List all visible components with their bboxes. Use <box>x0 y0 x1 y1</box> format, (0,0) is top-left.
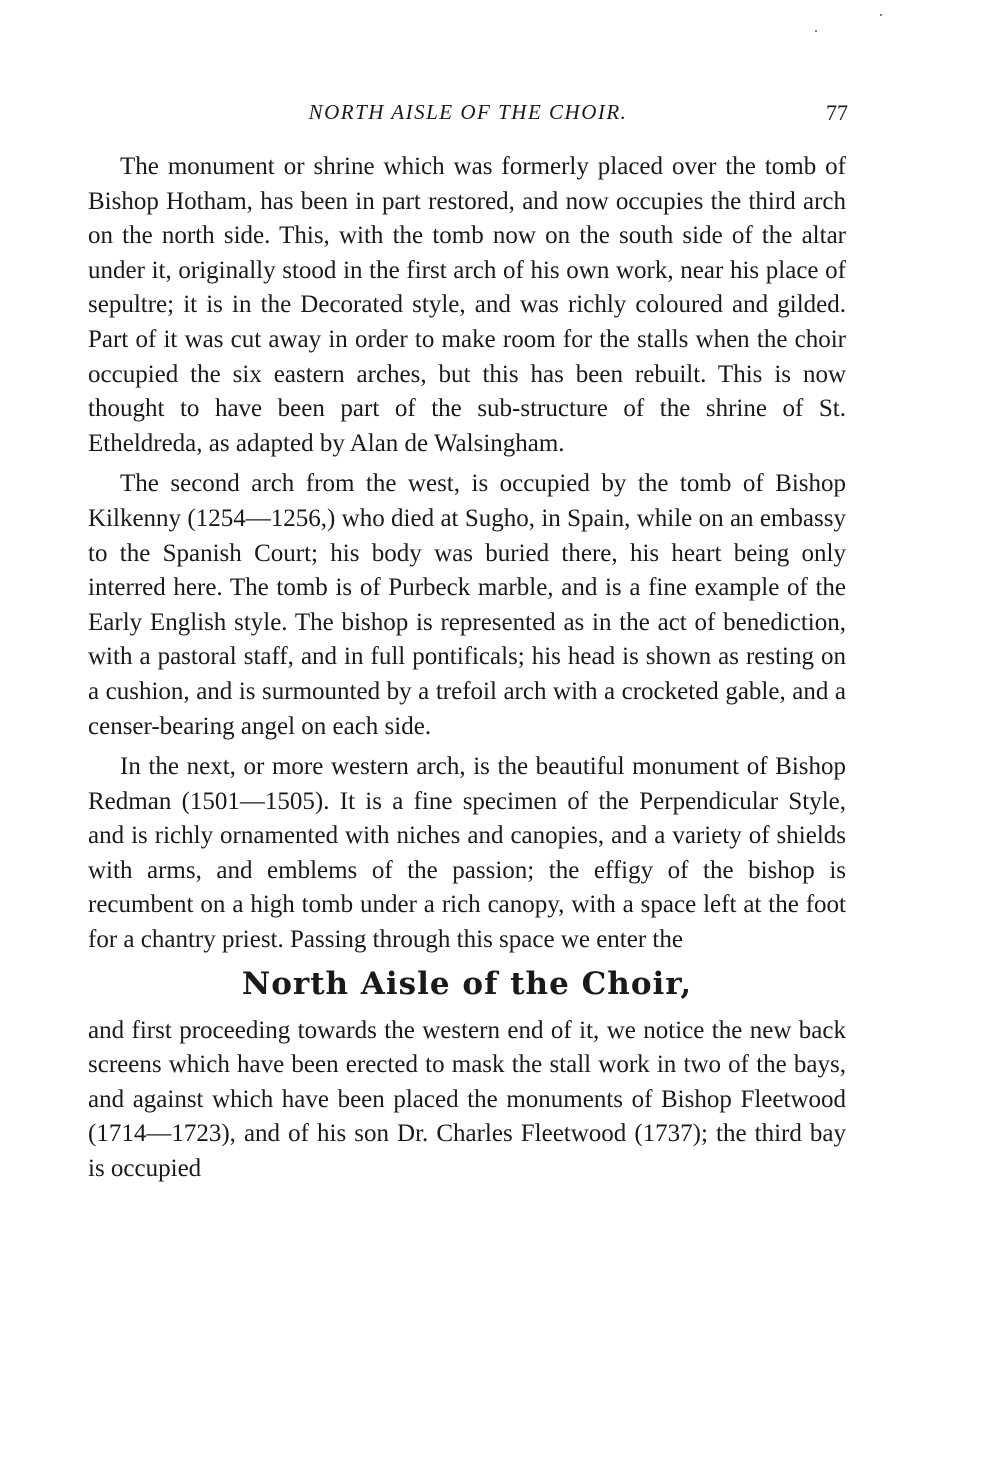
paragraph-redman-monument: In the next, or more western arch, is the beautiful monument of Bishop Redman (1501—1505). It is a fine specimen of the Perpendicular Style, and is richly ornamented with niches and canopies, and a variety of shields with arms, and emblems of the passion; the effigy of the bishop is recumbent on a high tomb under a rich canopy, with a space left at the foot for a chantry priest. Passing through this space we enter the <box>88 753 846 954</box>
section-heading: North Aisle of the Choir, <box>241 965 693 1002</box>
paper-speck <box>880 14 882 16</box>
page-number: 77 <box>826 100 848 125</box>
paragraph-kilkenny-tomb: The second arch from the west, is occupied by the tomb of Bishop Kilkenny (1254—1256,) who died at Sugho, in Spain, while on an embassy to the Spanish Court; his body was buried there, his heart being only interred here. The tomb is of Purbeck marble, and is a fine example of the Early English style. The bishop is represented as in the act of benediction, with a pastoral staff, and in full pontificals; his head is shown as resting on a cushion, and is surmounted by a trefoil arch with a crocketed gable, and a censer-bearing angel on each side. <box>88 470 846 740</box>
paragraph-north-aisle: and first proceeding towards the western end of it, we notice the new back screens which have been erected to mask the stall work in two of the bays, and against which have been placed the monuments of Bishop Fleetwood (1714—1723), and of his son Dr. Charles Fleetwood (1737); the third bay is occupied <box>88 1016 846 1183</box>
paragraph-hotham-shrine: The monument or shrine which was formerly placed over the tomb of Bishop Hotham, has been in part restored, and now occupies the third arch on the north side. This, with the tomb now on the south side of the altar under it, originally stood in the first arch of his own work, near his place of sepultre; it is in the Decorated style, and was richly coloured and gilded. Part of it was cut away in order to make room for the stalls when the choir occupied the six eastern arches, but this has been rebuilt. This is now thought to have been part of the sub-structure of the shrine of St. Etheldreda, as adapted by Alan de Walsingham. <box>88 153 846 457</box>
body-text <box>88 150 846 1187</box>
running-head <box>88 100 848 134</box>
running-title: NORTH AISLE OF THE CHOIR. <box>308 100 628 124</box>
paper-speck <box>815 30 817 32</box>
